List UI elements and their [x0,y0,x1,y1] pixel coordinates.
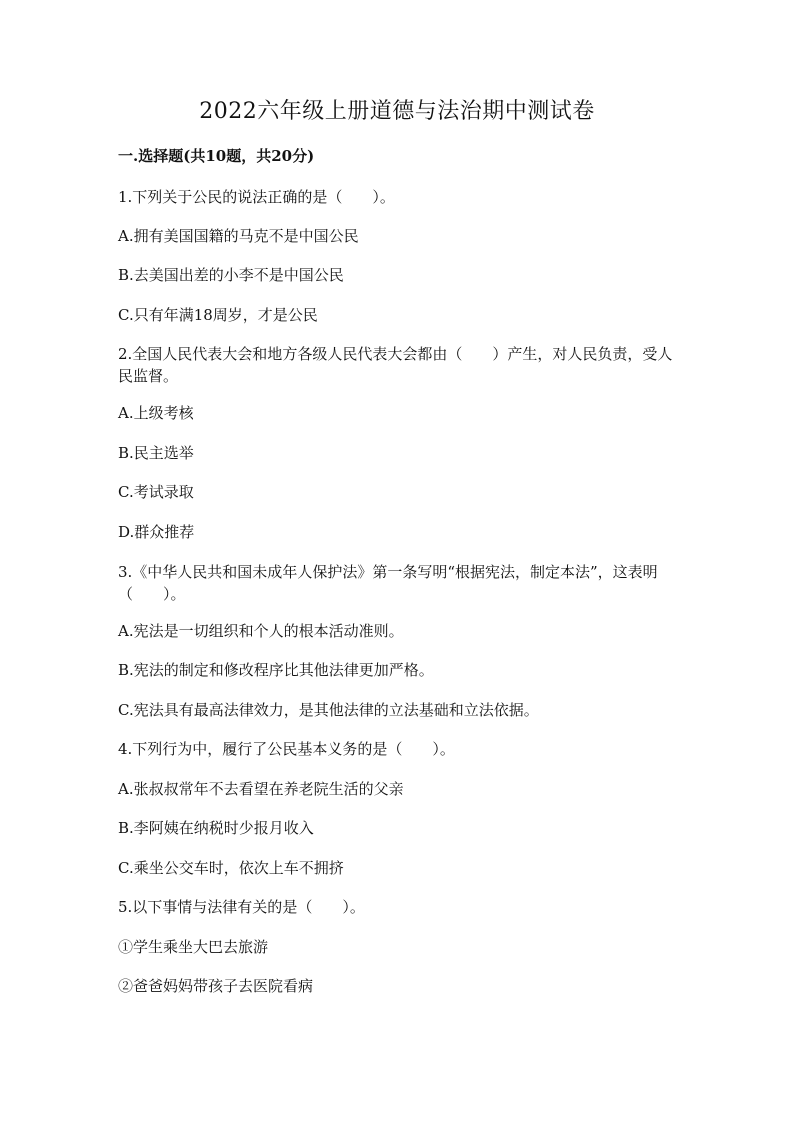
option-3c: C.宪法具有最高法律效力，是其他法律的立法基础和立法依据。 [118,701,539,719]
question-3: 3.《中华人民共和国未成年人保护法》第一条写明“根据宪法，制定本法”，这表明（ ）。 [118,563,658,603]
option-2b: B.民主选举 [118,444,194,462]
question-2: 2.全国人民代表大会和地方各级人民代表大会都由（ ）产生，对人民负责，受人民监督。 [118,345,673,385]
option-5-1: ①学生乘坐大巴去旅游 [118,938,269,956]
page-title: 2022六年级上册道德与法治期中测试卷 [199,99,595,124]
option-4a: A.张叔叔常年不去看望在养老院生活的父亲 [118,780,404,798]
option-2a: A.上级考核 [118,404,194,422]
option-3a: A.宪法是一切组织和个人的根本活动准则。 [118,622,404,640]
option-2d: D.群众推荐 [118,523,195,541]
option-1b: B.去美国出差的小李不是中国公民 [118,266,344,284]
option-1c: C.只有年满18周岁，才是公民 [118,306,318,324]
option-2c: C.考试录取 [118,483,194,501]
option-1a: A.拥有美国国籍的马克不是中国公民 [118,227,359,245]
section-heading: 一.选择题(共10题，共20分) [118,147,315,165]
question-4: 4.下列行为中，履行了公民基本义务的是（ ）。 [118,740,455,758]
option-5-2: ②爸爸妈妈带孩子去医院看病 [118,977,314,995]
option-4c: C.乘坐公交车时，依次上车不拥挤 [118,859,344,877]
question-5: 5.以下事情与法律有关的是（ ）。 [118,898,365,916]
option-3b: B.宪法的制定和修改程序比其他法律更加严格。 [118,661,434,679]
question-1: 1.下列关于公民的说法正确的是（ ）。 [118,188,395,206]
option-4b: B.李阿姨在纳税时少报月收入 [118,819,314,837]
